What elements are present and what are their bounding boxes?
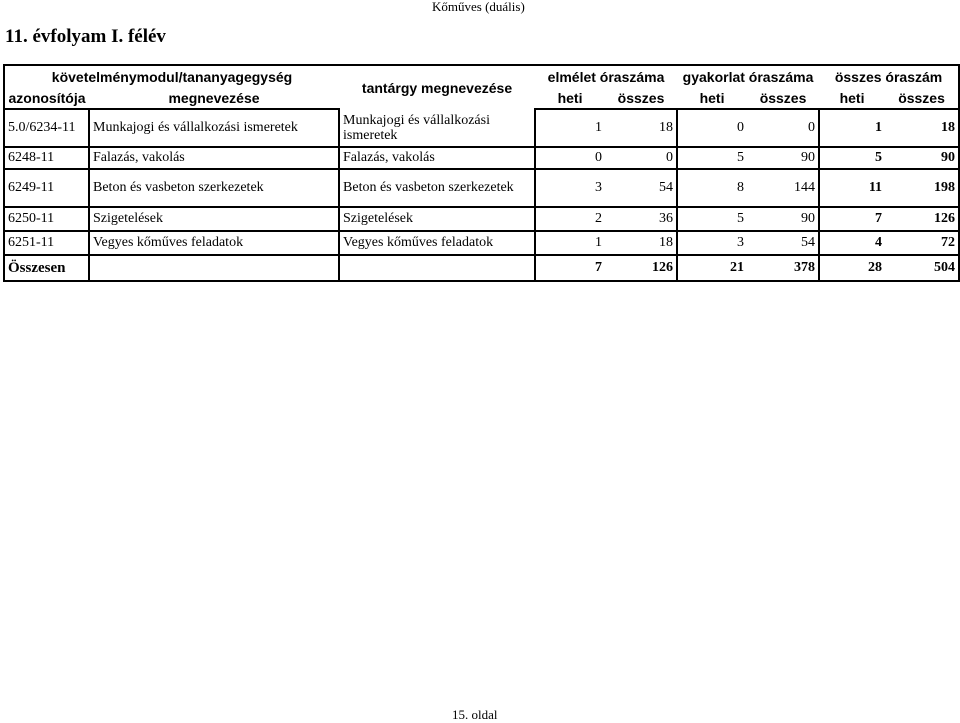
sum-total: 90 [885, 147, 959, 169]
subject-header: tantárgy megnevezése [339, 65, 535, 109]
sum-weekly: 11 [819, 169, 885, 207]
total-theory-total: 126 [605, 255, 677, 281]
sum-weekly: 4 [819, 231, 885, 255]
sum-total: 72 [885, 231, 959, 255]
sum-weekly: 1 [819, 109, 885, 147]
practice-total: 90 [747, 147, 819, 169]
subject-name: Vegyes kőműves feladatok [339, 231, 535, 255]
total-name-empty [89, 255, 339, 281]
module-name: Falazás, vakolás [89, 147, 339, 169]
name-header: megnevezése [89, 87, 339, 109]
practice-weekly: 0 [677, 109, 747, 147]
theory-header: elmélet óraszáma [535, 65, 677, 87]
practice-total: 90 [747, 207, 819, 231]
practice-weekly: 5 [677, 147, 747, 169]
page-title: 11. évfolyam I. félév [5, 26, 166, 47]
page-number: 15. oldal [452, 707, 498, 722]
module-name: Szigetelések [89, 207, 339, 231]
module-id: 6249-11 [4, 169, 89, 207]
total-weekly-header: heti [819, 87, 885, 109]
practice-total: 144 [747, 169, 819, 207]
module-name: Beton és vasbeton szerkezetek [89, 169, 339, 207]
module-id: 5.0/6234-11 [4, 109, 89, 147]
module-id: 6248-11 [4, 147, 89, 169]
total-theory-weekly: 7 [535, 255, 605, 281]
subject-name: Szigetelések [339, 207, 535, 231]
subject-name: Munkajogi és vállalkozási ismeretek [339, 109, 535, 147]
sum-weekly: 7 [819, 207, 885, 231]
sum-total: 198 [885, 169, 959, 207]
total-practice-total: 378 [747, 255, 819, 281]
total-label: Összesen [4, 255, 89, 281]
practice-total: 0 [747, 109, 819, 147]
module-id: 6250-11 [4, 207, 89, 231]
curriculum-table [3, 64, 960, 282]
theory-total: 0 [605, 147, 677, 169]
theory-weekly: 2 [535, 207, 605, 231]
theory-total: 36 [605, 207, 677, 231]
module-name: Vegyes kőműves feladatok [89, 231, 339, 255]
total-header: összes óraszám [819, 65, 959, 87]
total-subject-empty [339, 255, 535, 281]
subject-name: Falazás, vakolás [339, 147, 535, 169]
table-row [4, 169, 959, 207]
module-header: követelménymodul/tananyagegység [4, 65, 339, 87]
program-name: Kőműves (duális) [432, 0, 525, 14]
theory-total: 18 [605, 109, 677, 147]
table-row [4, 207, 959, 231]
sum-weekly: 5 [819, 147, 885, 169]
sum-total: 126 [885, 207, 959, 231]
total-sum-weekly: 28 [819, 255, 885, 281]
practice-total: 54 [747, 231, 819, 255]
id-header: azonosítója [4, 87, 89, 109]
sum-total: 18 [885, 109, 959, 147]
module-id: 6251-11 [4, 231, 89, 255]
theory-weekly: 1 [535, 109, 605, 147]
practice-header: gyakorlat óraszáma [677, 65, 819, 87]
practice-weekly: 3 [677, 231, 747, 255]
table-row [4, 231, 959, 255]
table-row [4, 147, 959, 169]
total-practice-weekly: 21 [677, 255, 747, 281]
theory-total: 18 [605, 231, 677, 255]
theory-weekly: 1 [535, 231, 605, 255]
practice-weekly: 5 [677, 207, 747, 231]
practice-weekly-header: heti [677, 87, 747, 109]
table-row [4, 109, 959, 147]
theory-total: 54 [605, 169, 677, 207]
theory-weekly: 0 [535, 147, 605, 169]
total-sum-header: összes [885, 87, 959, 109]
theory-sum-header: összes [605, 87, 677, 109]
total-row [4, 255, 959, 281]
subject-name: Beton és vasbeton szerkezetek [339, 169, 535, 207]
practice-sum-header: összes [747, 87, 819, 109]
practice-weekly: 8 [677, 169, 747, 207]
module-name: Munkajogi és vállalkozási ismeretek [89, 109, 339, 147]
total-sum-total: 504 [885, 255, 959, 281]
theory-weekly-header: heti [535, 87, 605, 109]
theory-weekly: 3 [535, 169, 605, 207]
